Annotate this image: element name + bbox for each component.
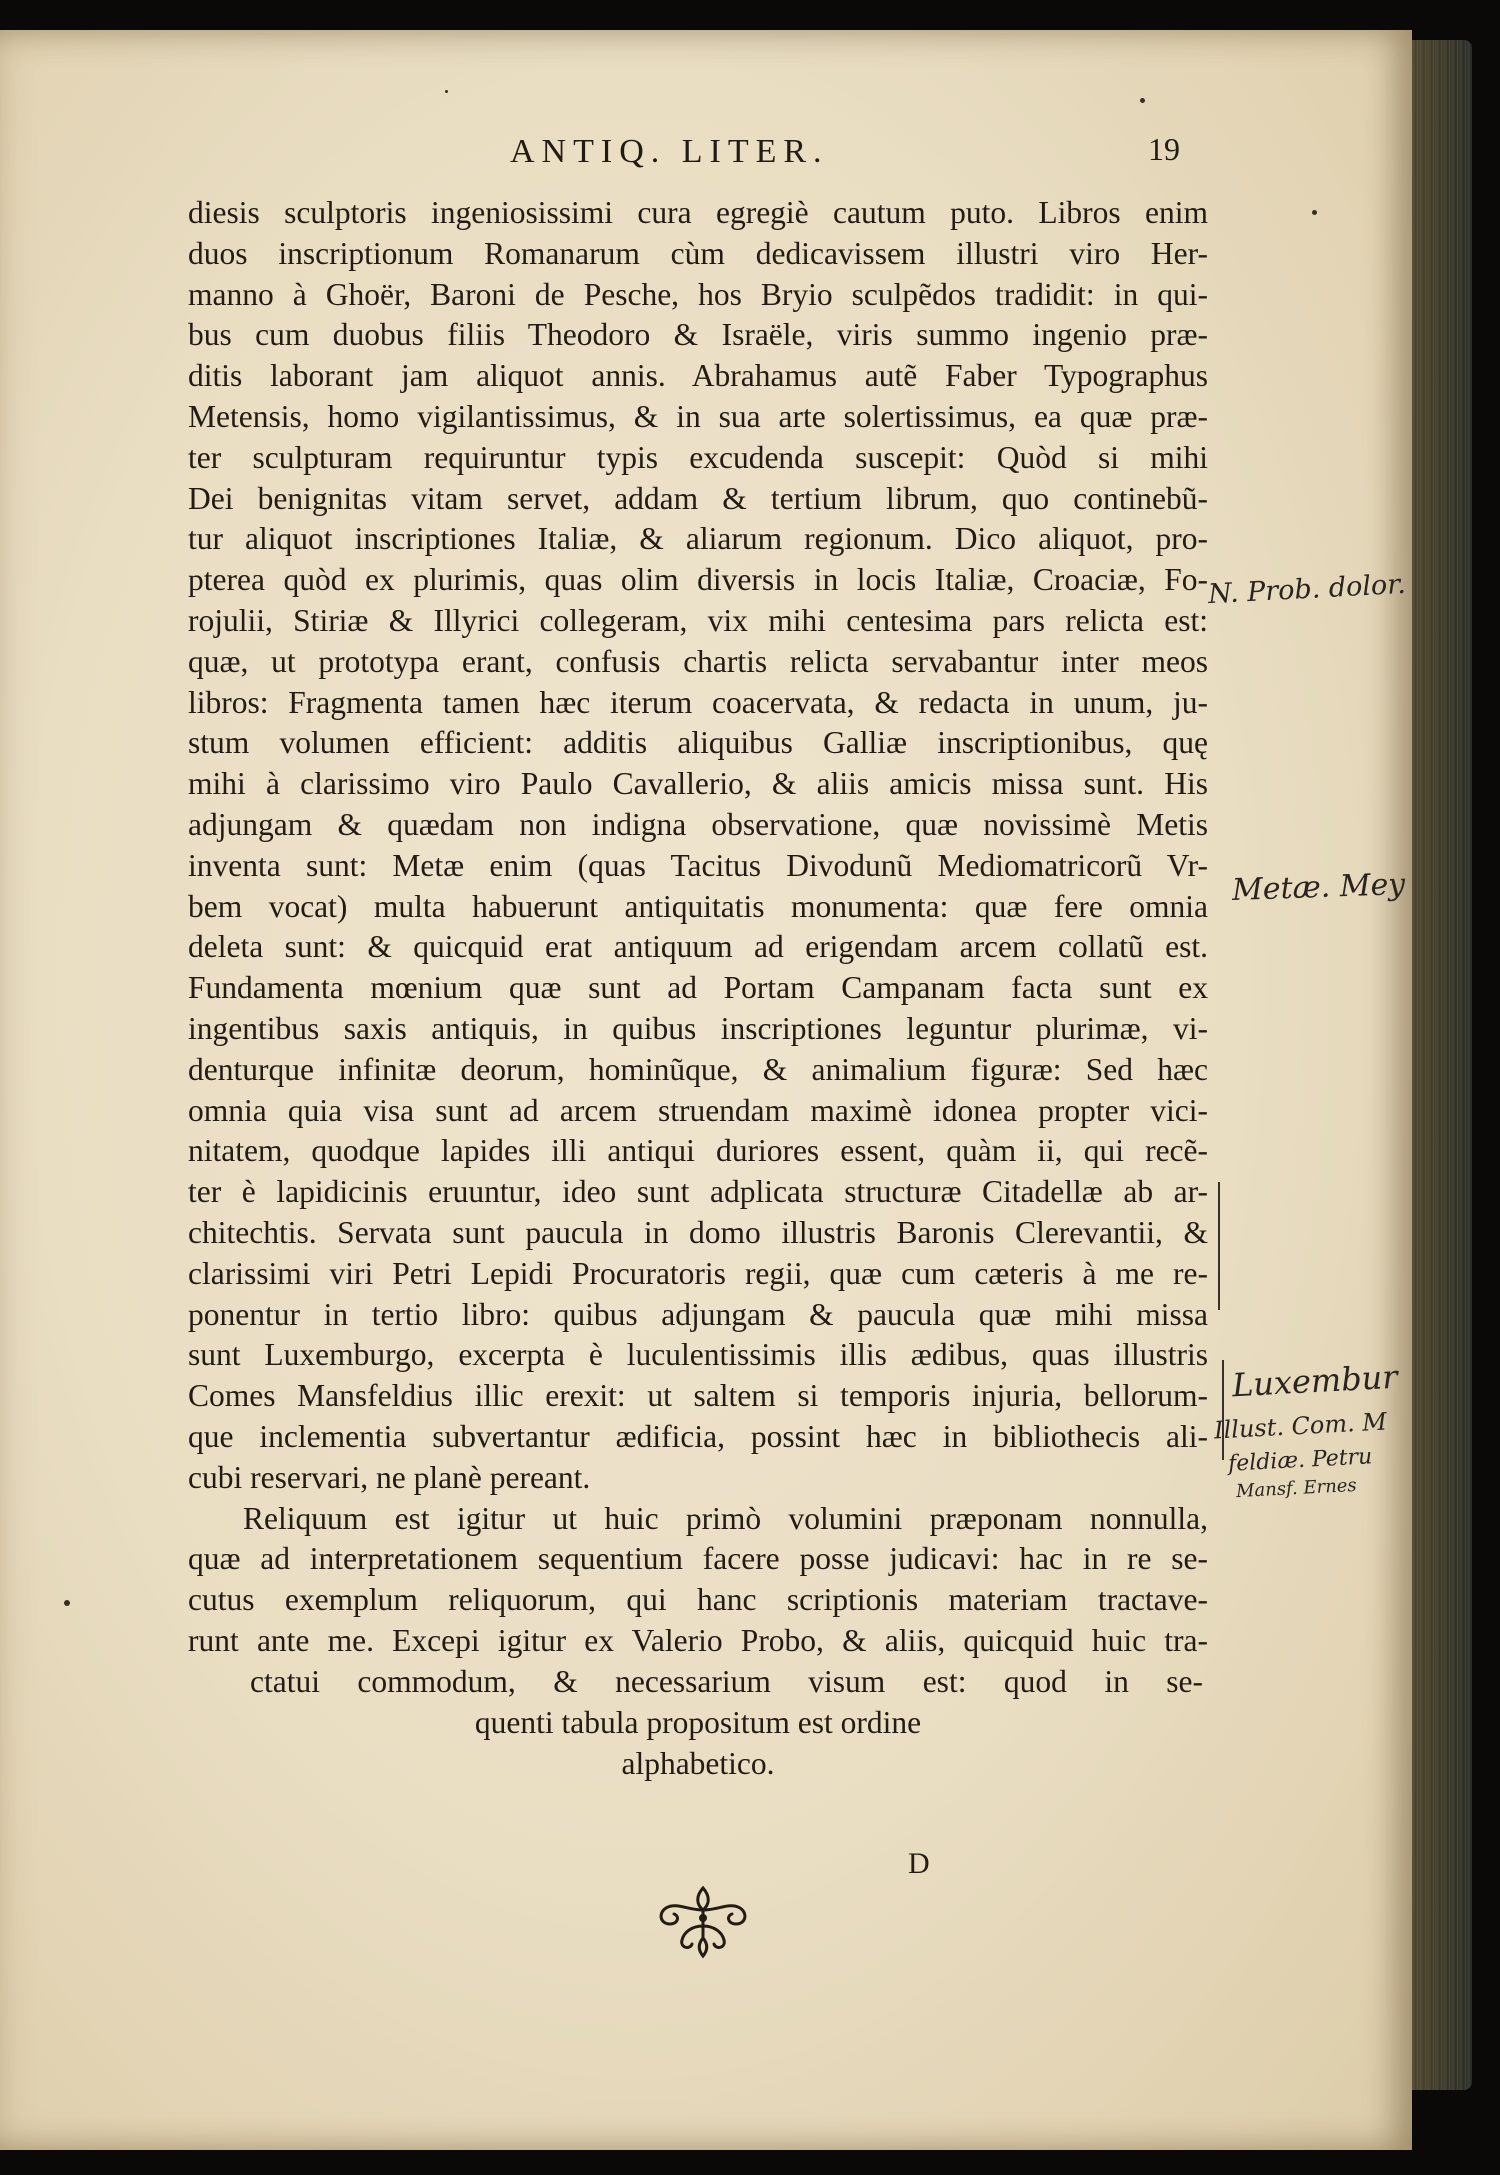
signature-mark: D xyxy=(908,1847,930,1880)
text-line: Dei benignitas vitam servet, addam & tertium librum, quo continebũ- xyxy=(188,480,1208,516)
text-line: omnia quia visa sunt ad arcem struendam maximè idonea propter vici- xyxy=(188,1092,1208,1128)
marginal-note: feldiæ. Petru xyxy=(1227,1444,1373,1477)
text-line: ingentibus saxis antiquis, in quibus inscriptiones leguntur plurimæ, vi- xyxy=(188,1010,1208,1046)
text-line: stum volumen efficient: additis aliquibus Galliæ inscriptionibus, quę xyxy=(188,725,1208,761)
text-line: runt ante me. Excepi igitur ex Valerio Probo, & aliis, quicquid huic tra- xyxy=(188,1622,1208,1658)
text-line: ter sculpturam requiruntur typis excudenda suscepit: Quòd si mihi xyxy=(188,439,1208,475)
marginal-note: N. Prob. dolor. xyxy=(1207,568,1407,611)
paper-speck xyxy=(445,90,448,93)
text-line: denturque infinitæ deorum, hominũque, & animalium figuræ: Sed hæc xyxy=(188,1051,1208,1087)
text-line: Fundamenta mœnium quæ sunt ad Portam Campanam facta sunt ex xyxy=(188,970,1208,1006)
body-text xyxy=(188,193,1208,1702)
text-line: manno à Ghoër, Baroni de Pesche, hos Bryio sculpẽdos tradidit: in qui- xyxy=(188,276,1208,312)
running-head xyxy=(190,125,1180,175)
page-number: 19 xyxy=(1148,131,1180,167)
page-block-edge-tint xyxy=(1410,40,1472,2090)
text-line: quenti tabula propositum est ordine xyxy=(474,1705,922,1740)
text-line: quæ, ut prototypa erant, confusis chartis relicta servabantur inter meos xyxy=(188,643,1208,679)
marginal-note: Illust. Com. M xyxy=(1213,1407,1388,1445)
text-line: ditis laborant jam aliquot annis. Abrahamus autẽ Faber Typographus xyxy=(188,358,1208,394)
marginal-note: Mansf. Ernes xyxy=(1235,1474,1358,1503)
text-line: bem vocat) multa habuerunt antiquitatis monumenta: quæ fere omnia xyxy=(188,888,1208,924)
text-line: deleta sunt: & quicquid erat antiquum ad erigendam arcem collatũ est. xyxy=(188,929,1208,965)
text-line: inventa sunt: Metæ enim (quas Tacitus Divodunũ Mediomatricorũ Vr- xyxy=(188,847,1208,883)
closing-lines xyxy=(188,1703,1208,1785)
paper-speck xyxy=(1140,98,1145,103)
text-line: cutus exemplum reliquorum, qui hanc scriptionis materiam tractave- xyxy=(188,1582,1208,1618)
text-line: ctatui commodum, & necessarium visum est: quod in se- xyxy=(250,1663,1203,1699)
text-line: cubi reservari, ne planè pereant. xyxy=(188,1459,591,1495)
text-line: duos inscriptionum Romanarum cùm dedicavissem illustri viro Her- xyxy=(188,235,1208,271)
text-line: chitechtis. Servata sunt paucula in domo illustris Baronis Clerevantii, & xyxy=(188,1214,1208,1250)
text-line: adjungam & quædam non indigna observatione, quæ novissimè Metis xyxy=(188,806,1208,842)
text-line: pterea quòd ex plurimis, quas olim diversis in locis Italiæ, Croaciæ, Fo- xyxy=(188,562,1208,598)
fleuron-ornament-icon xyxy=(648,1880,758,1960)
text-line: bus cum duobus filiis Theodoro & Israële, viris summo ingenio præ- xyxy=(188,317,1208,353)
margin-bracket xyxy=(1222,1360,1224,1460)
text-line: clarissimi viri Petri Lepidi Procuratoris regii, quæ cum cæteris à me re- xyxy=(188,1255,1208,1291)
text-line: quæ ad interpretationem sequentium facere posse judicavi: hac in re se- xyxy=(188,1541,1208,1577)
text-line: que inclementia subvertantur ædificia, possint hæc in bibliothecis ali- xyxy=(188,1418,1208,1454)
text-line: alphabetico. xyxy=(621,1745,775,1781)
text-line: Metensis, homo vigilantissimus, & in sua arte solertissimus, ea quæ præ- xyxy=(188,398,1208,434)
paper-speck xyxy=(1312,210,1317,215)
text-line: Comes Mansfeldius illic erexit: ut saltem si temporis injuria, bellorum- xyxy=(188,1378,1208,1414)
marginal-note: Metæ. Mey xyxy=(1231,866,1406,909)
text-line: mihi à clarissimo viro Paulo Cavallerio, & aliis amicis missa sunt. His xyxy=(188,766,1208,802)
paper-speck xyxy=(64,1600,70,1606)
margin-bracket xyxy=(1218,1182,1220,1310)
text-line: libros: Fragmenta tamen hæc iterum coacervata, & redacta in unum, ju- xyxy=(188,684,1208,720)
text-line: tur aliquot inscriptiones Italiæ, & aliarum regionum. Dico aliquot, pro- xyxy=(188,521,1208,557)
marginal-note: Luxembur xyxy=(1231,1357,1399,1405)
text-line: Reliquum est igitur ut huic primò volumini præponam nonnulla, xyxy=(243,1500,1208,1536)
text-line: nitatem, quodque lapides illi antiqui duriores essent, quàm ii, qui recẽ- xyxy=(188,1133,1208,1169)
text-line: diesis sculptoris ingeniosissimi cura egregiè cautum puto. Libros enim xyxy=(188,195,1208,230)
text-line: ponentur in tertio libro: quibus adjungam & paucula quæ mihi missa xyxy=(188,1296,1208,1332)
text-line: ter è lapidicinis eruuntur, ideo sunt adplicata structuræ Citadellæ ab ar- xyxy=(188,1174,1208,1210)
text-line: sunt Luxemburgo, excerpta è luculentissimis illis ædibus, quas illustris xyxy=(188,1337,1208,1373)
running-head-title: ANTIQ. LITER. xyxy=(510,133,829,170)
text-line: rojulii, Stiriæ & Illyrici collegeram, vix mihi centesima pars relicta est: xyxy=(188,602,1208,638)
